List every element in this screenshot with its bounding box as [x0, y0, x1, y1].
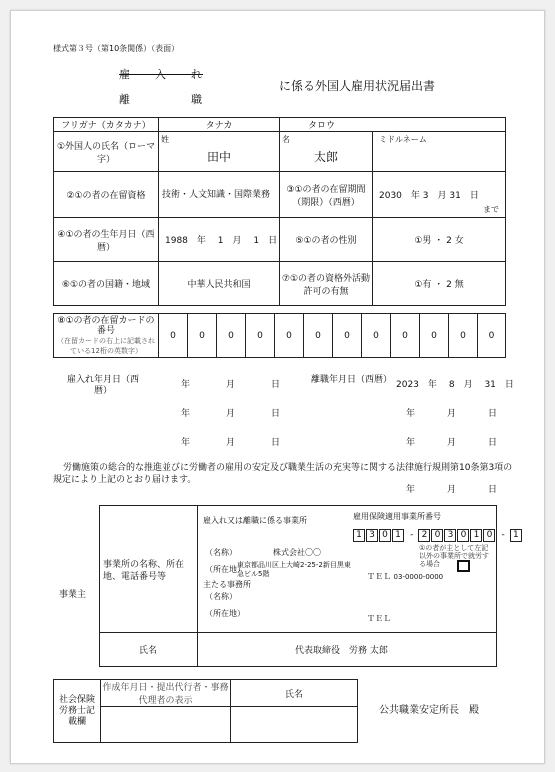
sharoushi-label: 社会保険労務士記載欄 [54, 680, 101, 743]
period-until: まで [483, 205, 500, 214]
card-digit[interactable]: 0 [304, 314, 333, 358]
birth-label: ④①の者の生年月日（西暦） [54, 218, 159, 262]
period-label: ③①の者の在留期間（期限）（西暦） [280, 172, 373, 218]
card-label: ⑧①の者の在留カードの番号 [57, 315, 155, 336]
footer-name-label: 氏名 [231, 680, 358, 707]
nationality-value[interactable]: 中華人民共和国 [159, 262, 280, 306]
period-month[interactable]: 3 [422, 191, 429, 201]
card-note: （在留カードの右上に記載されている12桁の英数字） [57, 336, 155, 355]
card-digit[interactable]: 0 [275, 314, 304, 358]
card-digit[interactable]: 0 [362, 314, 391, 358]
card-digit[interactable]: 0 [420, 314, 449, 358]
nationality-label: ⑥①の者の国籍・地域 [54, 262, 159, 306]
hire-date-row-3[interactable]: 年 月 日 [181, 438, 281, 448]
recipient: 公共職業安定所長 殿 [379, 705, 479, 716]
sex-value[interactable]: ①男 ・ 2 女 [373, 218, 506, 262]
middle-name-label: ミドルネーム [379, 135, 427, 144]
leave-month: 8 [448, 380, 455, 390]
employer-divider [197, 505, 198, 631]
other-office-note: ①の者が主として左記以外の事業所で就労する場合 [419, 544, 489, 568]
personal-info-table: フリガナ（カタカナ） タナカ タロウ ①外国人の氏名（ローマ字） 姓 田中 名 太郎 ミドルネーム ②①の者の在留資格 技術・人文知識・国際業務 ③①の者の在留期間（期限）（西暦） 2030 年 3 月 31 日 まで ④①の者の生年月日（西暦） 1988 年 1 月 1 日 ⑤①の者の性別 ①男 ・ 2 女 ⑥①の者の国籍・地域 中華人民共和国 ⑦①の者の資格外活動許可の有無 ①有 ・ 2 無 [53, 117, 506, 306]
birth-year[interactable]: 1988 [165, 236, 188, 246]
card-digit[interactable]: 0 [333, 314, 362, 358]
leave-date-row-3[interactable]: 年 月 日 [406, 438, 498, 448]
furigana-label: フリガナ（カタカナ） [54, 118, 159, 132]
office-tel[interactable]: ＴＥＬ 03-0000-0000 [367, 572, 444, 581]
footer-name-field[interactable] [231, 707, 358, 743]
leave-year: 2023 [396, 380, 419, 390]
insurance-number[interactable]: 1 3 0 1 - 2 0 3 0 1 0 - 1 [353, 522, 523, 542]
leave-date-row-1[interactable]: 2023 年 8 月 31 日 [396, 380, 514, 390]
main-office-address-label: （所在地） [205, 609, 245, 618]
other-office-checkbox[interactable] [457, 560, 470, 572]
leave-day: 31 [484, 380, 496, 390]
period-day[interactable]: 31 [449, 191, 461, 201]
leave-date-label: 離職年月日（西暦） [311, 375, 393, 385]
footer-date-field[interactable] [101, 707, 231, 743]
hire-date-label: 雇入れ年月日（西暦） [66, 375, 139, 396]
hire-date-row-1[interactable]: 年 月 日 [181, 380, 281, 390]
furigana-given: タロウ [280, 118, 506, 132]
card-digit[interactable]: 0 [188, 314, 217, 358]
main-office-tel-label: ＴＥＬ [367, 614, 391, 623]
statement-text: 労働施策の総合的な推進並びに労働者の雇用の安定及び職業生活の充実等に関する法律施行規則第10条第3項の規定により上記のとおり届けます。 [53, 463, 513, 485]
footer-date-note: 作成年月日・提出代行者・事務代理者の表示 [101, 680, 231, 707]
main-office-name-label: （名称） [205, 592, 237, 601]
sharoushi-table [53, 679, 358, 743]
card-digit[interactable]: 0 [159, 314, 188, 358]
sex-label: ⑤①の者の性別 [280, 218, 373, 262]
card-digit[interactable]: 0 [246, 314, 275, 358]
permit-value[interactable]: ①有 ・ 2 無 [373, 262, 506, 306]
signature-divider [197, 631, 198, 666]
card-digit[interactable]: 0 [478, 314, 506, 358]
residence-card-table [53, 313, 506, 358]
status-label: ②①の者の在留資格 [54, 172, 159, 218]
form-number: 様式第３号（第10条関係）（表面） [53, 44, 180, 53]
given-value[interactable]: 太郎 [313, 150, 338, 164]
title-hire: 雇 入 れ [119, 68, 203, 81]
office-address-value[interactable]: 東京都品川区上大崎2-25-2新目黒東急ビル5階 [237, 561, 351, 578]
insurance-label: 雇用保険適用事業所番号 [353, 512, 441, 521]
office-name-label: （名称） [205, 548, 237, 557]
hire-date-row-2[interactable]: 年 月 日 [181, 409, 281, 419]
company-label: 事業所の名称、所在地、電話番号等 [103, 560, 185, 582]
title-leave: 離 職 [119, 93, 203, 106]
card-digit[interactable]: 0 [217, 314, 246, 358]
office-header: 雇入れ又は離職に係る事業所 [203, 516, 307, 525]
office-name-value[interactable]: 株式会社〇〇 [273, 548, 321, 557]
employer-side-label: 事業主 [59, 590, 87, 600]
card-digit[interactable]: 0 [449, 314, 478, 358]
birth-day[interactable]: 1 [253, 236, 260, 246]
leave-date-row-2[interactable]: 年 月 日 [406, 409, 498, 419]
period-year[interactable]: 2030 [379, 191, 402, 201]
signature-label: 氏名 [139, 646, 158, 656]
main-office-label: 主たる事務所 [203, 580, 251, 589]
card-digit[interactable]: 0 [391, 314, 420, 358]
office-address-label: （所在地） [205, 565, 245, 574]
surname-label: 姓 [161, 135, 169, 144]
form-title: に係る外国人雇用状況届出書 [279, 79, 436, 93]
status-value[interactable]: 技術・人文知識・国際業務 [159, 172, 280, 218]
signature-value[interactable]: 代表取締役 労務 太郎 [295, 646, 388, 656]
furigana-surname: タナカ [159, 118, 280, 132]
birth-month[interactable]: 1 [217, 236, 224, 246]
submit-date[interactable]: 年 月 日 [406, 485, 498, 495]
name-label: ①外国人の氏名（ローマ字） [54, 132, 159, 172]
permit-label: ⑦①の者の資格外活動許可の有無 [280, 262, 373, 306]
form-page [10, 10, 545, 764]
surname-value[interactable]: 田中 [206, 150, 231, 164]
given-label: 名 [282, 135, 290, 144]
